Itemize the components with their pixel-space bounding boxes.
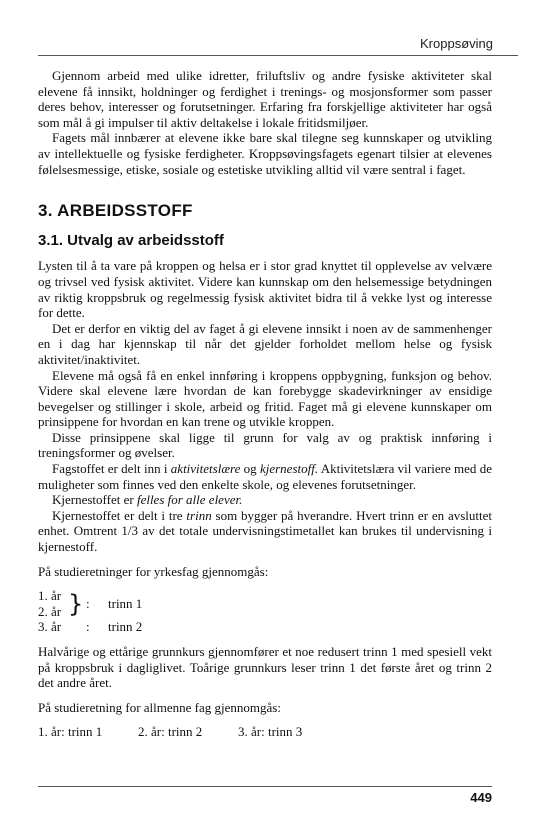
grade-year-stack (38, 588, 68, 619)
emphasis-felles: felles for alle elever. (136, 492, 243, 508)
grade-level: trinn 2 (108, 619, 143, 635)
general-grade-item: 3. år: trinn 3 (238, 724, 303, 740)
grade-group-rows (38, 588, 492, 619)
chapter-heading: 3. ARBEIDSSTOFF (38, 201, 193, 221)
text-run: Kjernestoffet er (52, 492, 137, 508)
grade-level: trinn 1 (108, 596, 143, 612)
intro-paragraph-1: Gjennom arbeid med ulike idretter, friluftsliv og andre fysiske aktiviteter skal elevene få innsikt, holdninger og ferdighet i trenings- og mosjonsformer som passer deres behov, interesser og forutsetninger. Erfaring fra forskjellige aktiviteter har også som mål å gi impulser til aktiv deltakelse i lokale fritidsmiljøer. (38, 68, 492, 130)
section-heading: 3.1. Utvalg av arbeidsstoff (38, 231, 224, 249)
brace-icon: } (68, 589, 84, 618)
intro-paragraph-2: Fagets mål innbærer at elevene ikke bare skal tilegne seg kunnskaper og utvikling av intellektuelle og fysiske ferdigheter. Kroppsøvingsfagets egenart tilsier at elevenes følelsesmessige, etiske, sosiale og estetiske utvikling alltid vil være sentral i faget. (38, 130, 492, 177)
grade-year: 1. år (38, 588, 62, 604)
vocational-grade-table (38, 588, 492, 635)
grade-year: 2. år (38, 603, 62, 619)
page-content (38, 68, 492, 740)
emphasis-trinn: trinn (186, 507, 212, 523)
section-paragraph-3: Elevene må også få en enkel innføring i kroppens oppbygning, funksjon og behov. Videre skal elevene lære hvordan de kan forebygge skadevirkninger av ensidige bevegelser og stillinger i skole, arbeid og fritid. Faget må gi elevene kunnskaper om prinsippene for hvordan en kan trene og utvikle kroppen. (38, 367, 492, 430)
general-grade-list (38, 724, 492, 740)
text-run: Kjernestoffet er delt i tre (52, 507, 187, 523)
section-paragraph-6 (38, 492, 492, 508)
general-grade-item: 1. år: trinn 1 (38, 724, 103, 740)
grade-colon: : (86, 619, 90, 635)
text-run: Fagstoffet er delt inn i (52, 461, 171, 477)
vocational-intro: På studieretninger for yrkesfag gjennomgås: (38, 563, 269, 579)
grade-row (38, 619, 492, 635)
running-header: Kroppsøving (420, 36, 493, 51)
footer-rule (38, 786, 492, 787)
header-rule (38, 55, 518, 56)
grade-year: 3. år (38, 619, 62, 635)
grade-colon: : (86, 596, 90, 612)
text-run: Aktivitetslæra vil variere med de muligheter som finnes ved den enkelte skole, og elevenes forutsetninger. (38, 461, 493, 492)
section-paragraph-5 (38, 461, 492, 492)
term-kjernestoff: kjernestoff. (259, 461, 319, 477)
text-run: og (240, 461, 260, 477)
page-number: 449 (470, 790, 492, 805)
text-run: som bygger på hverandre. Hvert trinn er en avsluttet enhet. Omtrent 1/3 av det totale undervisningstimetallet kan brukes til undervisning i kjernestoff. (38, 507, 493, 555)
section-paragraph-1: Lysten til å ta vare på kroppen og helsa er i stor grad knyttet til opplevelse av velvære og trivsel ved fysisk aktivitet. Videre kan kunnskap om den helsemessige betydningen av riktig kroppsbruk og regelmessig fysisk aktivitet bidra til å vekke lyst og interesse for dette. (38, 258, 492, 321)
section-paragraph-8: Halvårige og ettårige grunnkurs gjennomfører et noe redusert trinn 1 med spesiell vekt på kroppsbruk i dagliglivet. Toårige grunnkurs leser trinn 1 det første året og trinn 2 det andre året. (38, 644, 492, 691)
term-aktivitetslaere: aktivitetslære (170, 461, 241, 477)
section-paragraph-2: Det er derfor en viktig del av faget å gi elevene innsikt i noen av de sammenhenger en i dag har kjennskap til når det gjelder forholdet mellom helse og fysisk aktivitet/inaktivitet. (38, 320, 492, 367)
section-paragraph-7 (38, 508, 492, 555)
section-paragraph-4: Disse prinsippene skal ligge til grunn for valg av og praktisk innføring i treningsformer og øvelser. (38, 429, 492, 461)
general-grade-item: 2. år: trinn 2 (138, 724, 203, 740)
general-intro: På studieretning for allmenne fag gjennomgås: (38, 699, 281, 715)
